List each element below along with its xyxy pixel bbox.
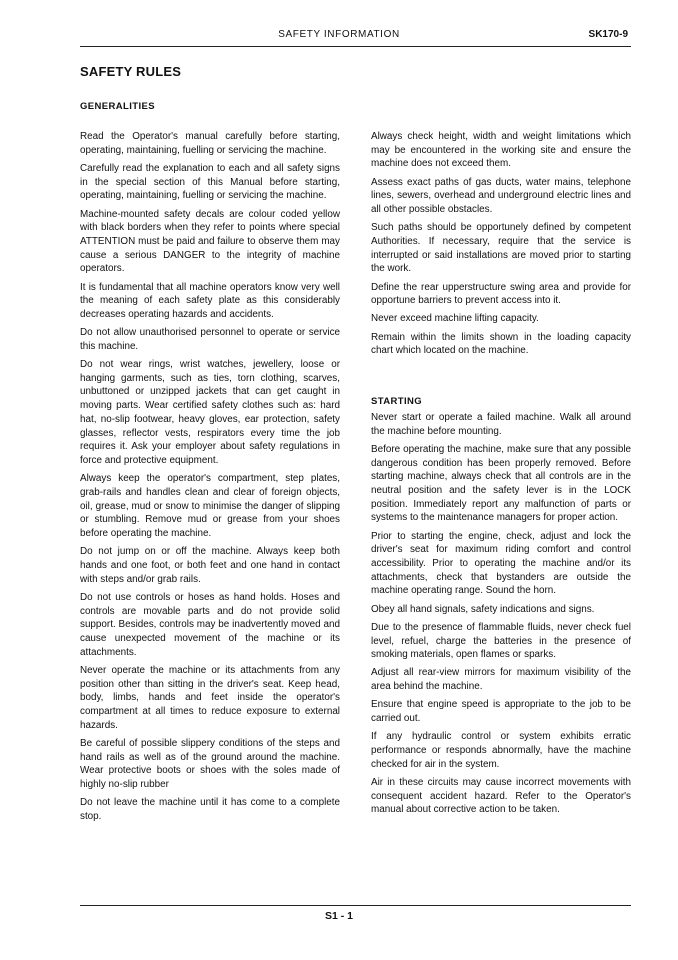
paragraph: Always check height, width and weight limitations which may be encountered in the working site and ensure the machine does not exceed them. [371,131,631,170]
header-section-title: SAFETY INFORMATION [278,29,400,40]
paragraph: Do not allow unauthorised personnel to operate or service this machine. [80,327,340,352]
generalities-right-column [371,130,631,363]
page-title: SAFETY RULES [80,64,182,79]
paragraph: Do not use controls or hoses as hand holds. Hoses and controls are movable parts and do not provide solid support. Besides, controls may be inadvertently moved and cause unexpected movement of the machine or its attachments. [80,591,340,658]
paragraph: Do not leave the machine until it has come to a complete stop. [80,797,340,822]
page-number: S1 - 1 [324,910,353,922]
paragraph: Always keep the operator's compartment, step plates, grab-rails and handles clean and clear of foreign objects, oil, grease, mud or snow to minimise the danger of slipping or stumbling. Remove mud or grease from your shoes before operating the machine. [80,473,340,539]
paragraph: Ensure that engine speed is appropriate to the job to be carried out. [371,699,631,725]
paragraph: It is fundamental that all machine operators know very well the meaning of each safety plate as this considerably decreases operating hazards and accidents. [80,281,340,320]
generalities-heading: GENERALITIES [80,101,156,112]
paragraph: Read the Operator's manual carefully before starting, operating, maintaining, fuelling or servicing the machine. [80,131,340,156]
paragraph: Never operate the machine or its attachments from any position other than sitting in the driver's seat. Keep head, body, limbs, hands and feet inside the operator's compartment at all times to reduce exposure to external hazards. [80,664,340,731]
starting-heading: STARTING [371,396,423,407]
paragraph: Air in these circuits may cause incorrect movements with consequent accident hazard. Refer to the Operator's manual about corrective action to be taken. [371,776,631,816]
paragraph: Such paths should be opportunely defined by competent Authorities. If necessary, require that the service is interrupted or said installations are moved prior to starting the work. [371,222,631,275]
paragraph: Adjust all rear-view mirrors for maximum visibility of the area behind the machine. [371,667,631,693]
paragraph: Be careful of possible slippery conditions of the steps and hand rails as well as of the ground around the machine. Wear protective boots or shoes with the soles made of highly no-slip rubber [80,737,340,790]
paragraph: Never start or operate a failed machine. Walk all around the machine before mounting. [371,412,631,437]
starting-column [371,411,631,821]
paragraph: Assess exact paths of gas ducts, water mains, telephone lines, sewers, overhead and underground electric lines and all other possible obstacles. [371,176,631,216]
paragraph: Machine-mounted safety decals are colour coded yellow with black borders when they refer to points where special ATTENTION must be paid and failure to observe them may cause a serious DANGER to the integrity of machine operators. [80,208,340,275]
paragraph: If any hydraulic control or system exhibits erratic performance or responds abnormally, have the machine checked for air in the system. [371,731,631,770]
paragraph: Never exceed machine lifting capacity. [371,313,539,325]
header-model: SK170-9 [588,29,628,40]
paragraph: Remain within the limits shown in the loading capacity chart which located on the machine. [371,331,631,357]
paragraph: Define the rear upperstructure swing area and provide for opportune barriers to prevent access into it. [371,281,631,307]
paragraph: Due to the presence of flammable fluids, never check fuel level, refuel, charge the batteries in the presence of smoking materials, open flames or sparks. [371,621,631,661]
paragraph: Prior to starting the engine, check, adjust and lock the driver's seat for maximum riding comfort and control accessibility. Prior to operating the machine and/or its attachments, check that bystanders are outside the machine operating range. Sound the horn. [371,530,631,597]
paragraph: Before operating the machine, make sure that any possible dangerous condition has been properly removed. Before starting machine, always check that all controls are in the neutral position and the safety lever is in the LOCK position. Immediately report any malfunction of parts or systems to the maintenance managers for proper action. [371,443,631,524]
paragraph: Do not jump on or off the machine. Always keep both hands and one foot, or both feet and one hand in contact with steps and/or grab rails. [80,546,340,585]
footer-rule [80,905,631,906]
paragraph: Do not wear rings, wrist watches, jewellery, loose or hanging garments, such as ties, torn clothing, scarves, unbuttoned or unzipped jackets that can get caught in moving parts. Wear certified safety clothes such as: hard hat, no-slip footwear, heavy gloves, ear protection, safety glasses, reflector vests, respirators every time the job requires it. Ask your employer about safety regulations in force and protective equipment. [80,359,340,466]
paragraph: Carefully read the explanation to each and all safety signs in the special section of this Manual before starting, operating, maintaining, fuelling or servicing the machine. [80,162,340,202]
paragraph: Obey all hand signals, safety indications and signs. [371,603,595,615]
generalities-left-column [80,130,340,828]
header-rule [80,46,631,47]
